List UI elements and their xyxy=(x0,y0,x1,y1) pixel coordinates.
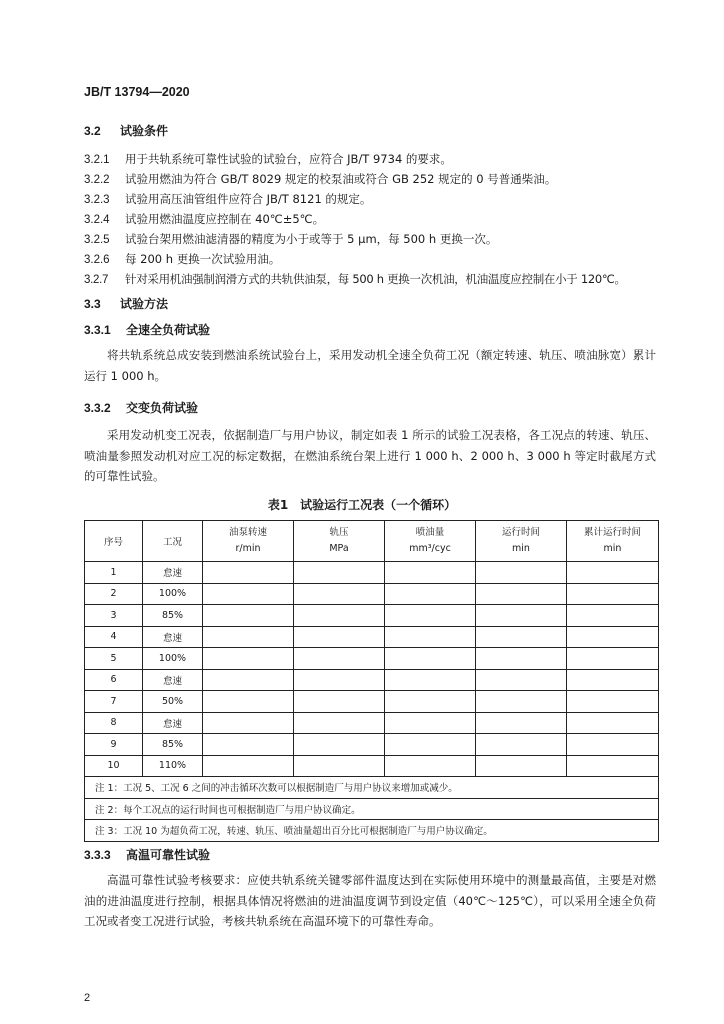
table-row xyxy=(85,562,659,584)
cell-seq: 4 xyxy=(85,626,143,648)
cell-seq: 5 xyxy=(85,648,143,670)
paragraph-3-3-1: 将共轨系统总成安装到燃油系统试验台上，采用发动机全速全负荷工况（额定转速、轨压、喷油脉宽）累计运行 1 000 h。 xyxy=(84,348,656,383)
cell-empty xyxy=(294,755,385,777)
cell-empty xyxy=(476,712,567,734)
table-note-row xyxy=(85,777,659,799)
cell-empty xyxy=(476,734,567,756)
cell-empty xyxy=(294,691,385,713)
header-label: 轨压 xyxy=(329,527,349,538)
cell-condition: 50% xyxy=(143,691,203,713)
header-rail-pressure xyxy=(294,521,385,562)
cell-empty xyxy=(476,583,567,605)
clause-number: 3.2.4 xyxy=(84,214,110,226)
table-note: 注 3：工况 10 为超负荷工况，转速、轨压、喷油量超出百分比可根据制造厂与用户协议确定。 xyxy=(85,820,659,842)
cell-condition: 100% xyxy=(143,583,203,605)
cell-condition: 怠速 xyxy=(143,712,203,734)
cell-empty xyxy=(476,648,567,670)
clause-3-2-6 xyxy=(84,251,280,267)
cell-seq: 6 xyxy=(85,669,143,691)
clause-number: 3.2.7 xyxy=(84,274,109,286)
cell-empty xyxy=(385,648,476,670)
cell-empty xyxy=(476,626,567,648)
cell-empty xyxy=(476,562,567,584)
cell-empty xyxy=(567,626,659,648)
clause-text: 试验用高压油管组件应符合 JB/T 8121 的规定。 xyxy=(125,192,372,206)
cell-condition: 85% xyxy=(143,605,203,627)
cell-empty xyxy=(294,734,385,756)
section-title: 全速全负荷试验 xyxy=(126,323,211,337)
paragraph-3-3-3: 高温可靠性试验考核要求：应使共轨系统关键零部件温度达到在实际使用环境中的测量最高值，主要是对燃油的进油温度进行控制，根据具体情况将燃油的进油温度调节到设定值（40℃～125℃），可以采用全速全负荷工况或者变工况进行试验，考核共轨系统在高温环境下的可靠性寿命。 xyxy=(84,873,656,928)
cell-condition: 110% xyxy=(143,755,203,777)
cell-empty xyxy=(294,669,385,691)
cell-empty xyxy=(385,691,476,713)
cell-empty xyxy=(203,669,294,691)
cell-empty xyxy=(567,734,659,756)
cell-empty xyxy=(294,712,385,734)
clause-3-2-7 xyxy=(84,271,626,287)
clause-number: 3.2.3 xyxy=(84,194,110,206)
section-title: 试验方法 xyxy=(120,297,169,311)
clause-text: 试验用燃油温度应控制在 40℃±5℃。 xyxy=(125,212,325,226)
clause-number: 3.2.5 xyxy=(84,234,110,246)
header-seq: 序号 xyxy=(85,521,143,562)
cell-condition: 怠速 xyxy=(143,669,203,691)
header-label: 油泵转速 xyxy=(228,527,267,538)
cell-empty xyxy=(476,605,567,627)
table-row xyxy=(85,583,659,605)
cell-empty xyxy=(567,648,659,670)
standard-number: JB/T 13794—2020 xyxy=(84,85,190,99)
section-title: 试验条件 xyxy=(120,124,169,138)
cell-empty xyxy=(294,583,385,605)
cell-empty xyxy=(385,605,476,627)
section-3-2-heading xyxy=(84,122,168,139)
cell-empty xyxy=(203,691,294,713)
cell-empty xyxy=(385,583,476,605)
cell-empty xyxy=(476,691,567,713)
section-3-3-2-heading xyxy=(84,399,198,416)
cell-empty xyxy=(567,691,659,713)
clause-text: 试验用燃油为符合 GB/T 8029 规定的校泵油或符合 GB 252 规定的 0 号普通柴油。 xyxy=(125,172,557,186)
clause-text: 用于共轨系统可靠性试验的试验台，应符合 JB/T 9734 的要求。 xyxy=(125,152,452,166)
cell-seq: 8 xyxy=(85,712,143,734)
table-row xyxy=(85,669,659,691)
cell-empty xyxy=(476,755,567,777)
section-number: 3.2 xyxy=(84,124,101,138)
table-row xyxy=(85,734,659,756)
section-title: 交变负荷试验 xyxy=(126,401,199,415)
cell-empty xyxy=(294,648,385,670)
header-unit: min xyxy=(603,543,622,554)
table-row xyxy=(85,605,659,627)
cell-empty xyxy=(567,669,659,691)
cell-seq: 3 xyxy=(85,605,143,627)
cell-empty xyxy=(567,605,659,627)
cell-empty xyxy=(476,669,567,691)
cell-empty xyxy=(567,583,659,605)
cell-empty xyxy=(385,626,476,648)
section-number: 3.3 xyxy=(84,297,101,311)
cell-empty xyxy=(385,734,476,756)
section-3-3-1-heading xyxy=(84,321,210,338)
header-unit: MPa xyxy=(329,543,349,554)
clause-3-2-3 xyxy=(84,191,371,207)
cell-seq: 2 xyxy=(85,583,143,605)
cell-seq: 10 xyxy=(85,755,143,777)
header-label: 累计运行时间 xyxy=(583,527,641,538)
header-unit: mm³/cyc xyxy=(409,543,451,554)
section-3-3-3-heading xyxy=(84,846,210,863)
clause-3-2-4 xyxy=(84,211,324,227)
cell-empty xyxy=(203,605,294,627)
cell-condition: 100% xyxy=(143,648,203,670)
clause-number: 3.2.2 xyxy=(84,174,110,186)
cell-empty xyxy=(294,562,385,584)
cell-empty xyxy=(203,583,294,605)
clause-3-2-5 xyxy=(84,231,497,247)
clause-number: 3.2.1 xyxy=(84,154,110,166)
clause-3-2-2 xyxy=(84,171,556,187)
header-label: 喷油量 xyxy=(415,527,445,538)
cell-empty xyxy=(203,734,294,756)
paragraph-3-3-2: 采用发动机变工况表，依据制造厂与用户协议，制定如表 1 所示的试验工况表格，各工况点的转速、轨压、喷油量参照发动机对应工况的标定数据，在燃油系统台架上进行 1 000 h、2 000 h、3 000 h 等定时截尾方式的可靠性试验。 xyxy=(84,428,656,483)
cell-empty xyxy=(567,562,659,584)
section-3-3-heading xyxy=(84,295,168,312)
cell-empty xyxy=(203,562,294,584)
table-note-row xyxy=(85,820,659,842)
test-condition-table xyxy=(84,520,659,842)
cell-seq: 1 xyxy=(85,562,143,584)
section-number: 3.3.1 xyxy=(84,323,111,337)
header-cum-time xyxy=(567,521,659,562)
cell-empty xyxy=(203,626,294,648)
table-row xyxy=(85,755,659,777)
cell-empty xyxy=(385,562,476,584)
cell-empty xyxy=(203,755,294,777)
section-number: 3.3.2 xyxy=(84,401,111,415)
clause-text: 每 200 h 更换一次试验用油。 xyxy=(125,252,281,266)
cell-empty xyxy=(567,712,659,734)
table-caption: 表1 试验运行工况表（一个循环） xyxy=(267,498,457,512)
section-number: 3.3.3 xyxy=(84,848,111,862)
table-row xyxy=(85,648,659,670)
cell-empty xyxy=(385,755,476,777)
cell-seq: 9 xyxy=(85,734,143,756)
table-note: 注 1：工况 5、工况 6 之间的冲击循环次数可以根据制造厂与用户协议来增加或减少。 xyxy=(85,777,659,799)
cell-empty xyxy=(294,626,385,648)
cell-condition: 怠速 xyxy=(143,626,203,648)
header-label: 运行时间 xyxy=(501,527,540,538)
clause-text: 试验台架用燃油滤清器的精度为小于或等于 5 μm，每 500 h 更换一次。 xyxy=(125,232,498,246)
header-unit: r/min xyxy=(235,543,261,554)
clause-3-2-1 xyxy=(84,151,452,167)
table-note: 注 2：每个工况点的运行时间也可根据制造厂与用户协议确定。 xyxy=(85,798,659,820)
header-pump-speed xyxy=(203,521,294,562)
table-row xyxy=(85,712,659,734)
header-run-time xyxy=(476,521,567,562)
cell-condition: 怠速 xyxy=(143,562,203,584)
cell-condition: 85% xyxy=(143,734,203,756)
cell-seq: 7 xyxy=(85,691,143,713)
clause-number: 3.2.6 xyxy=(84,254,110,266)
cell-empty xyxy=(567,755,659,777)
cell-empty xyxy=(385,712,476,734)
cell-empty xyxy=(385,669,476,691)
table-row xyxy=(85,691,659,713)
section-title: 高温可靠性试验 xyxy=(126,848,211,862)
header-unit: min xyxy=(512,543,530,554)
cell-empty xyxy=(203,648,294,670)
table-note-row xyxy=(85,798,659,820)
header-condition: 工况 xyxy=(143,521,203,562)
page-number: 2 xyxy=(84,992,91,1004)
table-row xyxy=(85,626,659,648)
cell-empty xyxy=(294,605,385,627)
header-injection-qty xyxy=(385,521,476,562)
cell-empty xyxy=(203,712,294,734)
clause-text: 针对采用机油强制润滑方式的共轨供油泵，每 500 h 更换一次机油，机油温度应控制在小于 120℃。 xyxy=(125,272,626,286)
